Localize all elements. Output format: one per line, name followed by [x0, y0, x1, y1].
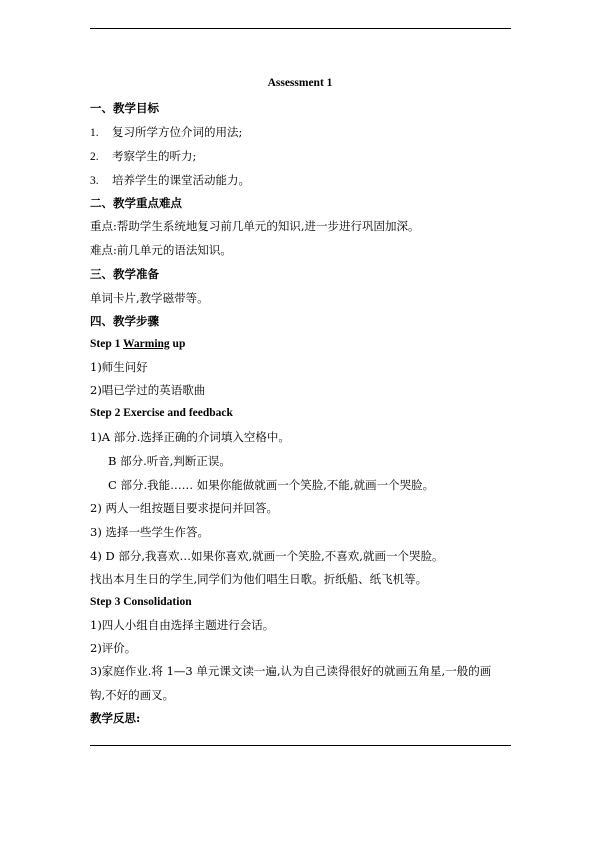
- step3-item: 3)家庭作业.将 1—3 单元课文读一遍,认为自己读得很好的就画五角星,一般的画: [90, 664, 492, 678]
- objective-number: 2.: [90, 151, 99, 163]
- reflection-heading: 教学反思:: [90, 711, 141, 725]
- objective-text: 培养学生的课堂活动能力。: [112, 173, 250, 187]
- objective-text: 考察学生的听力;: [112, 149, 197, 163]
- step2-item: 4) D 部分,我喜欢…如果你喜欢,就画一个笑脸,不喜欢,就画一个哭脸。: [90, 549, 444, 563]
- step1-item: 1)师生问好: [90, 360, 148, 374]
- step3-heading: Step 3 Consolidation: [90, 596, 192, 608]
- step3-item: 1)四人小组自由选择主题进行会话。: [90, 618, 275, 632]
- step1-prefix: Step 1: [90, 338, 124, 350]
- section-steps-heading: 四、教学步骤: [90, 314, 159, 328]
- step1-item: 2)唱已学过的英语歌曲: [90, 383, 206, 397]
- key-point-text: 重点:帮助学生系统地复习前几单元的知识,进一步进行巩固加深。: [90, 219, 420, 233]
- section-objectives-heading: 一、教学目标: [90, 101, 159, 115]
- step1-heading: [90, 336, 185, 352]
- step2-item: 3) 选择一些学生作答。: [90, 525, 209, 539]
- step2-item: 找出本月生日的学生,同学们为他们唱生日歌。折纸船、纸飞机等。: [90, 572, 428, 586]
- step2-item: B 部分.听音,判断正误。: [108, 454, 231, 468]
- step1-underlined-word: Warming: [123, 338, 170, 350]
- objective-item: [90, 148, 196, 165]
- objective-text: 复习所学方位介词的用法;: [112, 125, 243, 139]
- step3-item: 钩,不好的画叉。: [90, 688, 175, 702]
- step3-item: 2)评价。: [90, 641, 137, 655]
- section-prep-heading: 三、教学准备: [90, 267, 159, 281]
- objective-number: 1.: [90, 127, 99, 139]
- bottom-rule: [90, 745, 511, 746]
- step2-item: 1)A 部分.选择正确的介词填入空格中。: [90, 430, 290, 444]
- top-rule: [90, 28, 511, 29]
- step1-suffix: up: [169, 338, 186, 350]
- objective-item: [90, 124, 242, 141]
- prep-text: 单词卡片,教学磁带等。: [90, 291, 209, 305]
- objective-number: 3.: [90, 175, 99, 187]
- step2-heading: Step 2 Exercise and feedback: [90, 407, 233, 419]
- step2-item: C 部分.我能…… 如果你能做就画一个笑脸,不能,就画一个哭脸。: [108, 478, 435, 492]
- section-keypoints-heading: 二、教学重点难点: [90, 196, 182, 210]
- objective-item: [90, 172, 250, 189]
- step2-item: 2) 两人一组按题目要求提问并回答。: [90, 501, 278, 515]
- document-title: Assessment 1: [267, 77, 333, 89]
- difficult-point-text: 难点:前几单元的语法知识。: [90, 243, 232, 257]
